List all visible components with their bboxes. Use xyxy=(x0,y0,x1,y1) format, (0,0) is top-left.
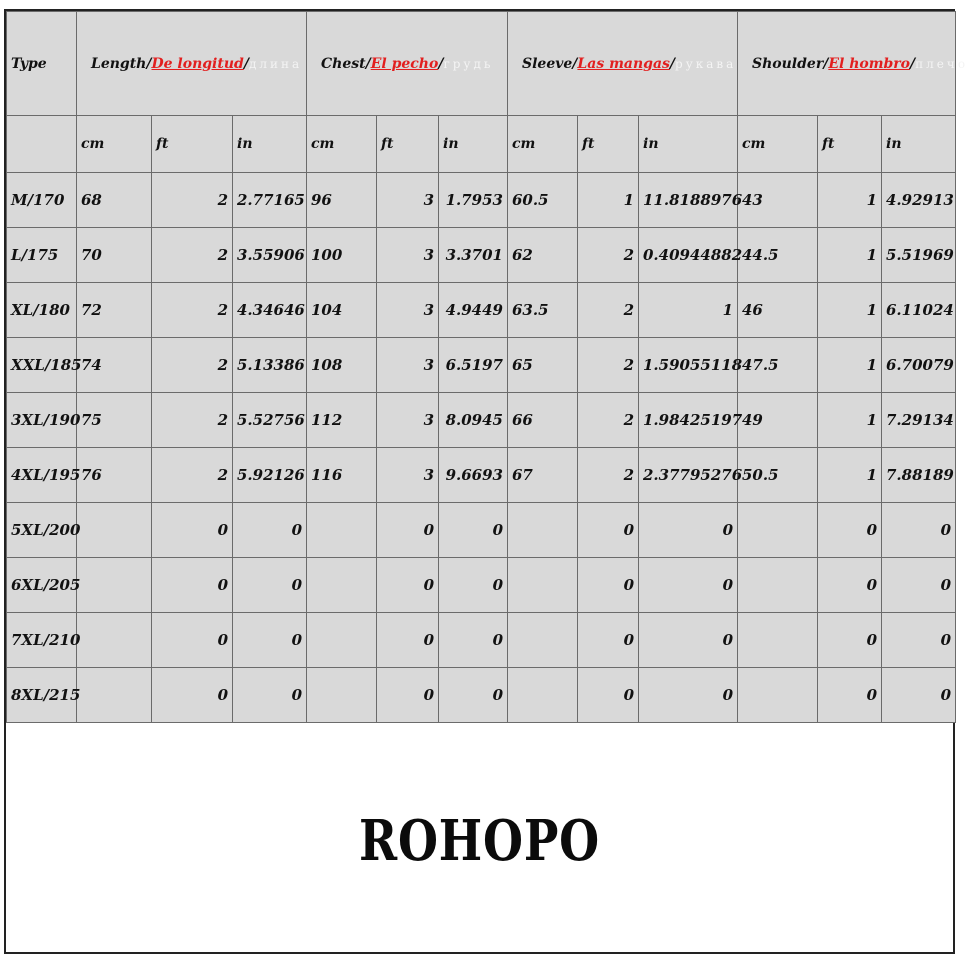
measurement-cell: 0 xyxy=(233,613,307,668)
measurement-cell: 74 xyxy=(77,338,152,393)
measurement-cell: 44.5 xyxy=(738,228,818,283)
measurement-cell: 3 xyxy=(377,393,439,448)
measurement-cell: 0 xyxy=(639,613,738,668)
measurement-cell: 0 xyxy=(639,668,738,723)
measurement-cell: 0 xyxy=(377,503,439,558)
measurement-cell xyxy=(738,503,818,558)
size-chart-sheet xyxy=(4,9,968,954)
measurement-cell: 0.40944882 xyxy=(639,228,738,283)
table-row xyxy=(7,338,956,393)
measurement-cell: 65 xyxy=(508,338,578,393)
measurement-cell: 1 xyxy=(818,283,882,338)
measurement-cell: 0 xyxy=(152,668,233,723)
table-row xyxy=(7,558,956,613)
size-type-cell: 8XL/215 xyxy=(7,668,77,723)
measurement-cell xyxy=(508,558,578,613)
unit-cell: in xyxy=(233,116,307,173)
table-row xyxy=(7,283,956,338)
measurement-cell: 3 xyxy=(377,228,439,283)
measurement-cell: 1 xyxy=(818,228,882,283)
measurement-cell: 3 xyxy=(377,448,439,503)
measurement-cell: 0 xyxy=(882,503,956,558)
measurement-cell: 0 xyxy=(578,613,639,668)
measurement-cell: 3.3701 xyxy=(439,228,508,283)
length-es: De longitud xyxy=(151,55,244,72)
size-chart-table xyxy=(6,11,968,723)
measurement-cell xyxy=(77,668,152,723)
measurement-cell xyxy=(738,558,818,613)
measurement-cell: 96 xyxy=(307,173,377,228)
measurement-cell: 1.59055118 xyxy=(639,338,738,393)
measurement-cell: 3 xyxy=(377,338,439,393)
measurement-cell: 116 xyxy=(307,448,377,503)
measurement-cell: 47.5 xyxy=(738,338,818,393)
measurement-cell: 0 xyxy=(152,503,233,558)
measurement-cell: 70 xyxy=(77,228,152,283)
measurement-cell: 2 xyxy=(152,338,233,393)
measurement-cell: 0 xyxy=(818,503,882,558)
measurement-cell: 0 xyxy=(578,558,639,613)
size-type-cell: 7XL/210 xyxy=(7,613,77,668)
measurement-cell: 5.13386 xyxy=(233,338,307,393)
unit-cell: in xyxy=(439,116,508,173)
measurement-cell: 3.55906 xyxy=(233,228,307,283)
measurement-cell: 0 xyxy=(578,503,639,558)
table-row xyxy=(7,173,956,228)
measurement-cell: 1.7953 xyxy=(439,173,508,228)
type-header: Type xyxy=(7,12,77,116)
unit-cell: in xyxy=(639,116,738,173)
measurement-cell: 3 xyxy=(377,173,439,228)
table-row xyxy=(7,228,956,283)
sleeve-es: Las mangas xyxy=(577,55,670,72)
measurement-cell: 8.0945 xyxy=(439,393,508,448)
chest-es: El pecho xyxy=(370,55,439,72)
measurement-cell: 4.92913 xyxy=(882,173,956,228)
size-type-cell: 6XL/205 xyxy=(7,558,77,613)
measurement-cell: 2 xyxy=(152,173,233,228)
measurement-cell: 0 xyxy=(377,613,439,668)
measurement-cell: 100 xyxy=(307,228,377,283)
measurement-cell: 0 xyxy=(439,558,508,613)
measurement-cell: 2 xyxy=(152,448,233,503)
measurement-cell: 5.52756 xyxy=(233,393,307,448)
length-en: Length xyxy=(91,55,147,72)
sleeve-ru: рукава xyxy=(675,56,737,71)
measurement-cell: 0 xyxy=(152,613,233,668)
measurement-cell: 0 xyxy=(233,503,307,558)
brand-logo-text: ROHOPO xyxy=(358,808,601,874)
measurement-cell: 0 xyxy=(233,668,307,723)
measurement-cell: 68 xyxy=(77,173,152,228)
measurement-cell: 7.29134 xyxy=(882,393,956,448)
measurement-cell xyxy=(508,503,578,558)
measurement-cell: 1 xyxy=(818,338,882,393)
measurement-cell: 0 xyxy=(152,558,233,613)
sleeve-en: Sleeve xyxy=(522,55,573,72)
measurement-cell xyxy=(738,668,818,723)
table-row xyxy=(7,448,956,503)
measurement-cell: 2 xyxy=(578,283,639,338)
table-row xyxy=(7,613,956,668)
measurement-cell: 66 xyxy=(508,393,578,448)
measurement-cell: 2 xyxy=(152,393,233,448)
measurement-cell: 2.77165 xyxy=(233,173,307,228)
unit-cell: cm xyxy=(508,116,578,173)
chest-ru: грудь xyxy=(443,56,494,71)
measurement-cell: 0 xyxy=(882,613,956,668)
measurement-cell: 46 xyxy=(738,283,818,338)
size-type-cell: XXL/185 xyxy=(7,338,77,393)
size-type-cell: 3XL/190 xyxy=(7,393,77,448)
measurement-cell xyxy=(508,668,578,723)
measurement-cell: 6.70079 xyxy=(882,338,956,393)
measurement-cell: 0 xyxy=(882,558,956,613)
measurement-cell: 49 xyxy=(738,393,818,448)
unit-cell: cm xyxy=(738,116,818,173)
measurement-cell: 76 xyxy=(77,448,152,503)
measurement-cell: 2 xyxy=(578,338,639,393)
measurement-cell xyxy=(77,558,152,613)
table-row xyxy=(7,668,956,723)
measurement-cell: 43 xyxy=(738,173,818,228)
measurement-cell: 0 xyxy=(377,668,439,723)
measurement-cell: 60.5 xyxy=(508,173,578,228)
shoulder-en: Shoulder xyxy=(752,55,824,72)
measurement-cell xyxy=(738,613,818,668)
measurement-cell: 0 xyxy=(233,558,307,613)
shoulder-es: El hombro xyxy=(828,55,911,72)
measurement-cell: 62 xyxy=(508,228,578,283)
measurement-cell: 1 xyxy=(639,283,738,338)
shoulder-ru: плечо xyxy=(915,56,968,71)
measurement-cell: 3 xyxy=(377,283,439,338)
unit-cell: ft xyxy=(818,116,882,173)
length-ru: длина xyxy=(248,56,303,71)
measurement-cell: 0 xyxy=(818,558,882,613)
measurement-cell: 5.92126 xyxy=(233,448,307,503)
measurement-cell: 75 xyxy=(77,393,152,448)
unit-cell: ft xyxy=(152,116,233,173)
size-type-cell: L/175 xyxy=(7,228,77,283)
measurement-cell: 108 xyxy=(307,338,377,393)
measurement-cell: 50.5 xyxy=(738,448,818,503)
measurement-cell: 0 xyxy=(377,558,439,613)
table-row xyxy=(7,393,956,448)
unit-cell: cm xyxy=(77,116,152,173)
sleeve-header: Sleeve/Las mangas/рукава xyxy=(508,12,738,116)
measurement-cell: 5.51969 xyxy=(882,228,956,283)
measurement-cell: 1 xyxy=(818,448,882,503)
unit-cell: ft xyxy=(377,116,439,173)
measurement-cell: 1 xyxy=(818,173,882,228)
measurement-cell: 4.9449 xyxy=(439,283,508,338)
size-type-cell: 4XL/195 xyxy=(7,448,77,503)
size-type-cell: XL/180 xyxy=(7,283,77,338)
unit-cell: ft xyxy=(578,116,639,173)
measurement-cell: 2 xyxy=(578,448,639,503)
measurement-cell xyxy=(307,668,377,723)
table-row xyxy=(7,503,956,558)
size-type-cell: M/170 xyxy=(7,173,77,228)
measurement-cell xyxy=(307,613,377,668)
measurement-cell: 0 xyxy=(882,668,956,723)
measurement-cell xyxy=(77,503,152,558)
measurement-cell: 2 xyxy=(152,228,233,283)
length-header: Length/De longitud/длина xyxy=(77,12,307,116)
measurement-cell: 6.5197 xyxy=(439,338,508,393)
measurement-cell: 7.88189 xyxy=(882,448,956,503)
measurement-cell: 0 xyxy=(439,668,508,723)
measurement-cell: 0 xyxy=(439,613,508,668)
units-row xyxy=(7,116,956,173)
measurement-cell xyxy=(508,613,578,668)
measurement-cell: 2.37795276 xyxy=(639,448,738,503)
measurement-cell: 2 xyxy=(578,393,639,448)
measurement-cell xyxy=(307,503,377,558)
size-type-cell: 5XL/200 xyxy=(7,503,77,558)
measurement-cell: 67 xyxy=(508,448,578,503)
measurement-cell: 2 xyxy=(578,228,639,283)
measurement-cell: 112 xyxy=(307,393,377,448)
chest-en: Chest xyxy=(321,55,366,72)
measurement-cell: 9.6693 xyxy=(439,448,508,503)
measurement-cell: 11.8188976 xyxy=(639,173,738,228)
measurement-cell: 1 xyxy=(578,173,639,228)
measurement-cell: 1.98425197 xyxy=(639,393,738,448)
measurement-cell: 1 xyxy=(818,393,882,448)
measurement-cell: 104 xyxy=(307,283,377,338)
measurement-cell: 0 xyxy=(818,668,882,723)
unit-cell: in xyxy=(882,116,956,173)
shoulder-header: Shoulder/El hombro/плечо xyxy=(738,12,956,116)
chest-header: Chest/El pecho/грудь xyxy=(307,12,508,116)
measurement-cell: 6.11024 xyxy=(882,283,956,338)
measurement-cell: 0 xyxy=(439,503,508,558)
header-row xyxy=(7,12,956,116)
measurement-cell xyxy=(77,613,152,668)
measurement-cell: 0 xyxy=(818,613,882,668)
unit-cell: cm xyxy=(307,116,377,173)
measurement-cell: 63.5 xyxy=(508,283,578,338)
measurement-cell: 0 xyxy=(639,558,738,613)
measurement-cell: 2 xyxy=(152,283,233,338)
measurement-cell: 72 xyxy=(77,283,152,338)
measurement-cell: 0 xyxy=(639,503,738,558)
measurement-cell: 0 xyxy=(578,668,639,723)
measurement-cell xyxy=(307,558,377,613)
measurement-cell: 4.34646 xyxy=(233,283,307,338)
units-type-blank xyxy=(7,116,77,173)
